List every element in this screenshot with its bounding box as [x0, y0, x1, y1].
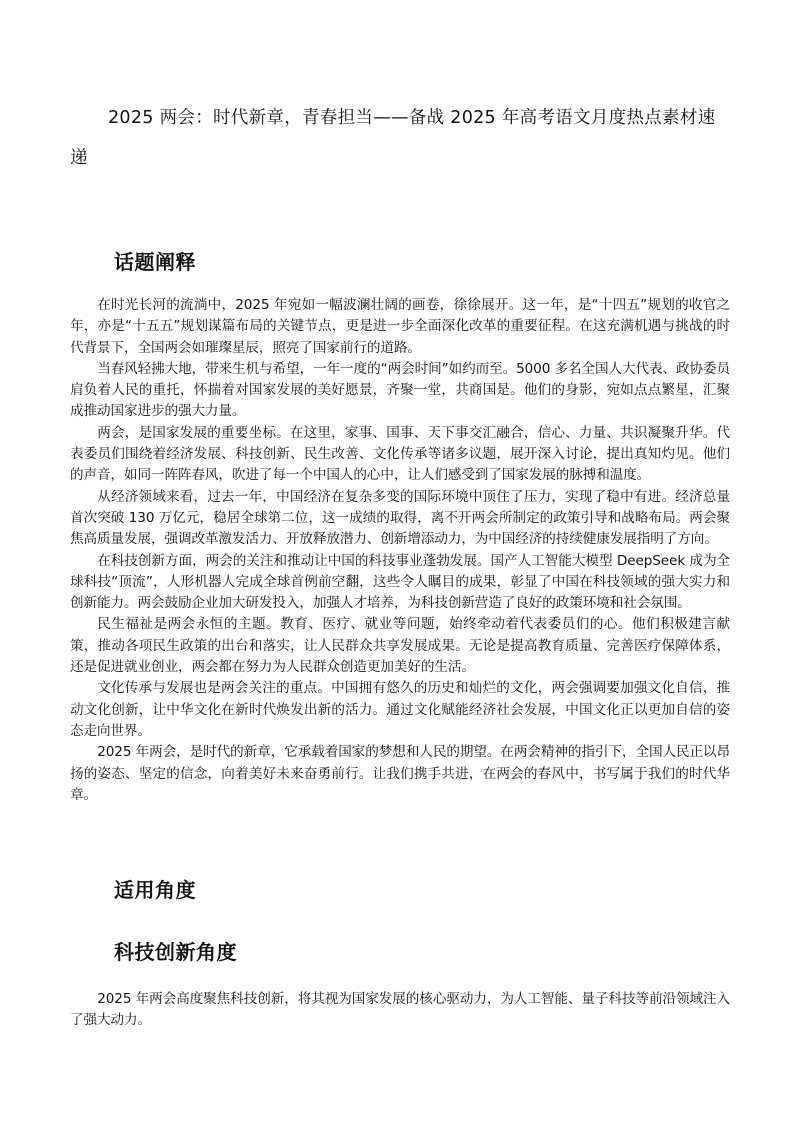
topic-paragraph: 2025 年两会，是时代的新章，它承载着国家的梦想和人民的期望。在两会精神的指引下，全国人民正以昂扬的姿态、坚定的信念，向着美好未来奋勇前行。让我们携手共进，在两会的春风中，书写属于我们的时代华章。 — [70, 744, 730, 803]
topic-paragraph: 在科技创新方面，两会的关注和推动让中国的科技事业蓬勃发展。国产人工智能大模型 DeepSeek 成为全球科技“顶流”，人形机器人完成全球首例前空翻，这些令人瞩目的成果，彰显了中国在科技领域的强大实力和创新能力。两会鼓励企业加大研发投入，加强人才培养，为科技创新营造了良好的政策环境和社会氛围。 — [70, 552, 730, 612]
section-heading-tech: 科技创新角度 — [114, 940, 237, 964]
topic-body — [70, 295, 730, 806]
topic-paragraph: 两会，是国家发展的重要坐标。在这里，家事、国事、天下事交汇融合，信心、力量、共识凝聚升华。代表委员们围绕着经济发展、科技创新、民生改善、文化传承等诸多议题，展开深入讨论，提出真知灼见。他们的声音，如同一阵阵春风，吹进了每一个中国人的心中，让人们感受到了国家发展的脉搏和温度。 — [70, 424, 730, 484]
topic-paragraph: 民生福祉是两会永恒的主题。教育、医疗、就业等问题，始终牵动着代表委员们的心。他们积极建言献策，推动各项民生政策的出台和落实，让人民群众共享发展成果。无论是提高教育质量、完善医疗保障体系，还是促进就业创业，两会都在努力为人民群众创造更加美好的生活。 — [70, 616, 730, 676]
tech-body — [70, 989, 730, 1032]
topic-paragraph: 在时光长河的流淌中，2025 年宛如一幅波澜壮阔的画卷，徐徐展开。这一年，是“十四五”规划的收官之年，亦是“十五五”规划谋篇布局的关键节点，更是进一步全面深化改革的重要征程。在这充满机遇与挑战的时代背景下，全国两会如璀璨星辰，照亮了国家前行的道路。 — [70, 297, 730, 356]
topic-paragraph: 从经济领域来看，过去一年，中国经济在复杂多变的国际环境中顶住了压力，实现了稳中有进。经济总量首次突破 130 万亿元，稳居全球第二位，这一成绩的取得，离不开两会所制定的政策引导和战略布局。两会聚焦高质量发展，强调改革激发活力、开放释放潜力、创新增添动力，为中国经济的持续健康发展指明了方向。 — [70, 488, 730, 548]
topic-paragraph: 文化传承与发展也是两会关注的重点。中国拥有悠久的历史和灿烂的文化，两会强调要加强文化自信，推动文化创新，让中华文化在新时代焕发出新的活力。通过文化赋能经济社会发展，中国文化正以更加自信的姿态走向世界。 — [70, 680, 730, 739]
section-heading-topic: 话题阐释 — [114, 250, 196, 274]
document-title: 2025 两会：时代新章，青春担当——备战 2025 年高考语文月度热点素材速递 — [70, 108, 716, 168]
tech-paragraph: 2025 年两会高度聚焦科技创新，将其视为国家发展的核心驱动力，为人工智能、量子科技等前沿领域注入了强大动力。 — [70, 991, 730, 1029]
topic-paragraph: 当春风轻拂大地，带来生机与希望，一年一度的“两会时间”如约而至。5000 多名全国人大代表、政协委员肩负着人民的重托，怀揣着对国家发展的美好愿景，齐聚一堂，共商国是。他们的身影，宛如点点繁星，汇聚成推动国家进步的强大力量。 — [70, 360, 730, 420]
section-heading-apply: 适用角度 — [114, 878, 196, 902]
